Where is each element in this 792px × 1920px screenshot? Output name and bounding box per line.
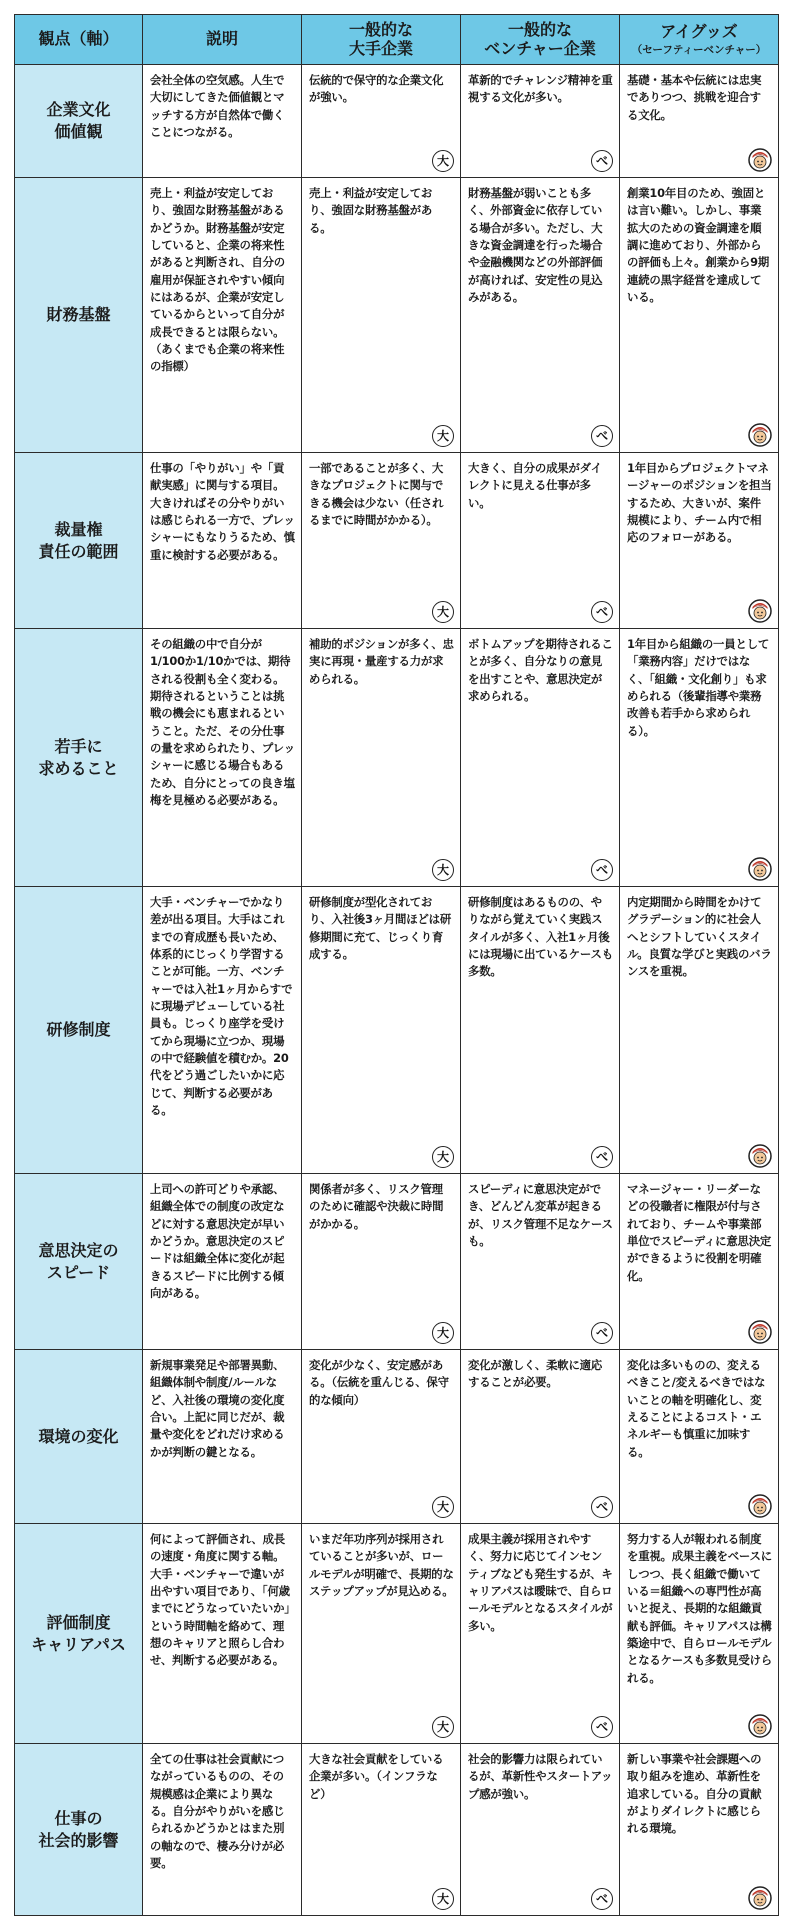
large-company-cell	[302, 1174, 461, 1350]
venture-company-cell	[461, 453, 620, 629]
cell-text: 補助的ポジションが多く、忠実に再現・量産する力が求められる。	[309, 637, 454, 686]
cell-text: 伝統的で保守的な企業文化が強い。	[309, 73, 444, 105]
cell-text: 売上・利益が安定しており、強固な財務基盤がある。	[309, 186, 433, 235]
cell-text: 新規事業発足や部署異動、組織体制や制度/ルールなど、入社後の環境の変化度合い。上記に同じだが、裁量や変化をどれだけ求めるかが判断の鍵となる。	[150, 1358, 285, 1459]
cell-text: 新しい事業や社会課題への取り組みを進め、革新性を追求している。自分の貢献がよりダイレクトに感じられる環境。	[627, 1752, 762, 1836]
cell-text: 大手・ベンチャーでかなり差が出る項目。大手はこれまでの育成歴も長いため、体系的にじっくり学習することが可能。一方、ベンチャーでは入社1ヶ月からすでに現場デビューしている社員も。じっくり座学を受けてから現場に立つか、現場の中で経験値を積むか。20代をどう過ごしたいかに応じて、判断する必要がある。	[150, 895, 293, 1117]
large-company-cell	[302, 1350, 461, 1524]
large-company-badge-icon: 大	[432, 859, 454, 881]
large-company-cell	[302, 178, 461, 453]
aspect-label	[15, 1744, 143, 1916]
large-company-cell	[302, 1744, 461, 1916]
large-company-cell	[302, 453, 461, 629]
aiguz-cell	[620, 1174, 779, 1350]
cell-text: 会社全体の空気感。人生で大切にしてきた価値観とマッチする方が自然体で働くことにつながる。	[150, 73, 285, 139]
description-cell	[143, 453, 302, 629]
table-row	[15, 1350, 779, 1524]
cell-text: その組織の中で自分が1/100か1/10かでは、期待される役割も全く変わる。期待されるということは挑戦の機会にも恵まれるということ。ただ、その分仕事の量を求められたり、プレッシャーに感じる場合もあるため、自分にとっての良き塩梅を見極める必要がある。	[150, 637, 295, 807]
aiguz-cell	[620, 1350, 779, 1524]
cell-text: 変化は多いものの、変えるべきこと/変えるべきではないことの軸を明確化し、変えることによるコスト・エネルギーも慎重に加味する。	[627, 1358, 766, 1459]
header-aiguz-sub: （セーフティーベンチャー）	[631, 43, 767, 56]
venture-company-badge-icon: べ	[591, 150, 613, 172]
venture-company-badge-icon: べ	[591, 601, 613, 623]
mascot-face-icon	[748, 423, 772, 447]
mascot-face-icon	[748, 148, 772, 172]
cell-text: マネージャー・リーダーなどの役職者に権限が付与されており、チームや事業部単位でスピーディに意思決定ができるように役割を明確化。	[627, 1182, 772, 1283]
venture-company-cell	[461, 65, 620, 178]
cell-text: 売上・利益が安定しており、強固な財務基盤があるかどうか。財務基盤が安定していると、企業の将来性があると判断され、自分の雇用が保証されやすい傾向にはあるが、企業が安定しているからといって自分が成長できるとは限らない。（あくまでも企業の将来性の指標）	[150, 186, 285, 374]
venture-company-cell	[461, 1524, 620, 1744]
description-cell	[143, 1350, 302, 1524]
aspect-text: 環境の変化	[38, 1426, 119, 1446]
aiguz-cell	[620, 1744, 779, 1916]
description-cell	[143, 1524, 302, 1744]
venture-company-cell	[461, 1174, 620, 1350]
mascot-face-icon	[748, 1144, 772, 1168]
aspect-text: 企業文化 価値観	[46, 100, 111, 141]
venture-company-cell	[461, 629, 620, 887]
cell-text: 社会的影響力は限られているが、革新性やスタートアップ感が強い。	[468, 1752, 613, 1801]
large-company-badge-icon: 大	[432, 1322, 454, 1344]
cell-text: 一部であることが多く、大きなプロジェクトに関与できる機会は少ない（任されるまでに時間がかかる）。	[309, 461, 444, 527]
header-aspect: 観点（軸）	[15, 15, 143, 65]
table-row	[15, 1744, 779, 1916]
cell-text: 関係者が多く、リスク管理のために確認や決裁に時間がかかる。	[309, 1182, 444, 1231]
large-company-cell	[302, 1524, 461, 1744]
table-row	[15, 1174, 779, 1350]
aspect-label	[15, 178, 143, 453]
venture-company-cell	[461, 887, 620, 1174]
aspect-label	[15, 629, 143, 887]
description-cell	[143, 1744, 302, 1916]
cell-text: 仕事の「やりがい」や「貢献実感」に関与する項目。大きければその分やりがいは感じられる一方で、プレッシャーにもなりうるため、慎重に検討する必要がある。	[150, 461, 295, 562]
cell-text: 1年目から組織の一員として「業務内容」だけではなく、「組織・文化創り」も求められる（後輩指導や業務改善も若手から求められる）。	[627, 637, 770, 738]
mascot-face-icon	[748, 1714, 772, 1738]
comparison-body	[15, 65, 779, 1916]
large-company-badge-icon: 大	[432, 1716, 454, 1738]
cell-text: 変化が激しく、柔軟に適応することが必要。	[468, 1358, 603, 1390]
large-company-badge-icon: 大	[432, 1146, 454, 1168]
aspect-text: 仕事の 社会的影響	[38, 1808, 119, 1850]
cell-text: 上司への許可どりや承認、組織全体での制度の改定などに対する意思決定が早いかどうか。意思決定のスピードは組織全体に変化が起きるスピードに比例する傾向がある。	[150, 1182, 285, 1300]
table-row	[15, 887, 779, 1174]
cell-text: 財務基盤が弱いことも多く、外部資金に依存している場合が多い。ただし、大きな資金調達を行った場合や金融機関などの外部評価が高ければ、安定性の見込みがある。	[468, 186, 603, 304]
aspect-label	[15, 1350, 143, 1524]
table-row	[15, 453, 779, 629]
aspect-label	[15, 453, 143, 629]
aspect-text: 意思決定の スピード	[38, 1240, 119, 1282]
cell-text: いまだ年功序列が採用されていることが多いが、ロールモデルが明確で、長期的なステップアップが見込める。	[309, 1532, 454, 1598]
venture-company-cell	[461, 1350, 620, 1524]
table-row	[15, 1524, 779, 1744]
description-cell	[143, 65, 302, 178]
description-cell	[143, 887, 302, 1174]
cell-text: 変化が少なく、安定感がある。（伝統を重んじる、保守的な傾向）	[309, 1358, 449, 1407]
header-description: 説明	[143, 15, 302, 65]
header-large-company: 一般的な 大手企業	[302, 15, 461, 65]
aiguz-cell	[620, 65, 779, 178]
aiguz-cell	[620, 1524, 779, 1744]
large-company-cell	[302, 629, 461, 887]
header-row	[15, 15, 779, 65]
aiguz-cell	[620, 178, 779, 453]
cell-text: 内定期間から時間をかけてグラデーション的に社会人へとシフトしていくスタイル。良質な学びと実践のバランスを重視。	[627, 895, 772, 979]
cell-text: 大きな社会貢献をしている企業が多い。（インフラなど）	[309, 1752, 444, 1801]
aspect-text: 評価制度 キャリアパス	[31, 1612, 126, 1654]
large-company-badge-icon: 大	[432, 1888, 454, 1910]
cell-text: 全ての仕事は社会貢献につながっているものの、その規模感は企業により異なる。自分がやりがいを感じられるかどうかとはまた別の軸なので、棲み分けが必要。	[150, 1752, 285, 1870]
aspect-label	[15, 1524, 143, 1744]
cell-text: 成果主義が採用されやすく、努力に応じてインセンティブなども発生するが、キャリアパスは曖昧で、自らロールモデルとなるスタイルが多い。	[468, 1532, 613, 1633]
cell-text: 創業10年目のため、強固とは言い難い。しかし、事業拡大のための資金調達を順調に進めており、外部からの評価も上々。創業から9期連続の黒字経営を達成している。	[627, 186, 770, 304]
large-company-badge-icon: 大	[432, 1496, 454, 1518]
venture-company-badge-icon: べ	[591, 859, 613, 881]
mascot-face-icon	[748, 1320, 772, 1344]
venture-company-cell	[461, 178, 620, 453]
table-row	[15, 65, 779, 178]
aiguz-cell	[620, 629, 779, 887]
mascot-face-icon	[748, 599, 772, 623]
venture-company-badge-icon: べ	[591, 1322, 613, 1344]
large-company-badge-icon: 大	[432, 601, 454, 623]
table-row	[15, 629, 779, 887]
cell-text: 研修制度が型化されており、入社後3ヶ月間ほどは研修期間に充て、じっくり育成する。	[309, 895, 452, 961]
aspect-text: 研修制度	[46, 1020, 111, 1040]
cell-text: 基礎・基本や伝統には忠実でありつつ、挑戦を迎合する文化。	[627, 73, 762, 122]
aspect-label	[15, 65, 143, 178]
aspect-text: 財務基盤	[46, 305, 111, 325]
venture-company-cell	[461, 1744, 620, 1916]
large-company-cell	[302, 65, 461, 178]
cell-text: 何によって評価され、成長の速度・角度に関する軸。大手・ベンチャーで違いが出やすい項目であり、「何歳までにどうなっていたいか」という時間軸を絡めて、理想のキャリアと照らし合わせ、判断する必要がある。	[150, 1532, 290, 1668]
cell-text: 革新的でチャレンジ精神を重視する文化が多い。	[468, 73, 613, 105]
comparison-table	[14, 14, 779, 1916]
cell-text: ボトムアップを期待されることが多く、自分なりの意見を出すことや、意思決定が求められる。	[468, 637, 613, 703]
header-venture-company: 一般的な ベンチャー企業	[461, 15, 620, 65]
table-row	[15, 178, 779, 453]
large-company-badge-icon: 大	[432, 150, 454, 172]
aiguz-cell	[620, 453, 779, 629]
cell-text: 努力する人が報われる制度を重視。成果主義をベースにしつつ、長く組織で働いている＝組織への専門性が高いと捉え、長期的な組織貢献も評価。キャリアパスは構築途中で、自らロールモデルとなるケースも多数見受けられる。	[627, 1532, 772, 1685]
venture-company-badge-icon: べ	[591, 425, 613, 447]
cell-text: 1年目からプロジェクトマネージャーのポジションを担当するため、大きいが、案件規模により、チーム内で相応のフォローがある。	[627, 461, 772, 545]
description-cell	[143, 178, 302, 453]
mascot-face-icon	[748, 1494, 772, 1518]
cell-text: 大きく、自分の成果がダイレクトに見える仕事が多い。	[468, 461, 602, 510]
aiguz-cell	[620, 887, 779, 1174]
description-cell	[143, 629, 302, 887]
large-company-badge-icon: 大	[432, 425, 454, 447]
header-aiguz: アイグッズ （セーフティーベンチャー）	[620, 15, 779, 65]
venture-company-badge-icon: べ	[591, 1146, 613, 1168]
aspect-label	[15, 1174, 143, 1350]
large-company-cell	[302, 887, 461, 1174]
mascot-face-icon	[748, 857, 772, 881]
venture-company-badge-icon: べ	[591, 1496, 613, 1518]
cell-text: 研修制度はあるものの、やりながら覚えていく実践スタイルが多く、入社1ヶ月後には現場に出ているケースも多数。	[468, 895, 613, 979]
aspect-text: 裁量権 責任の範囲	[38, 519, 119, 561]
cell-text: スピーディに意思決定ができ、どんどん変革が起きるが、リスク管理不足なケースも。	[468, 1182, 613, 1248]
aspect-text: 若手に 求めること	[38, 736, 119, 778]
aspect-label	[15, 887, 143, 1174]
venture-company-badge-icon: べ	[591, 1716, 613, 1738]
description-cell	[143, 1174, 302, 1350]
mascot-face-icon	[748, 1886, 772, 1910]
venture-company-badge-icon: べ	[591, 1888, 613, 1910]
